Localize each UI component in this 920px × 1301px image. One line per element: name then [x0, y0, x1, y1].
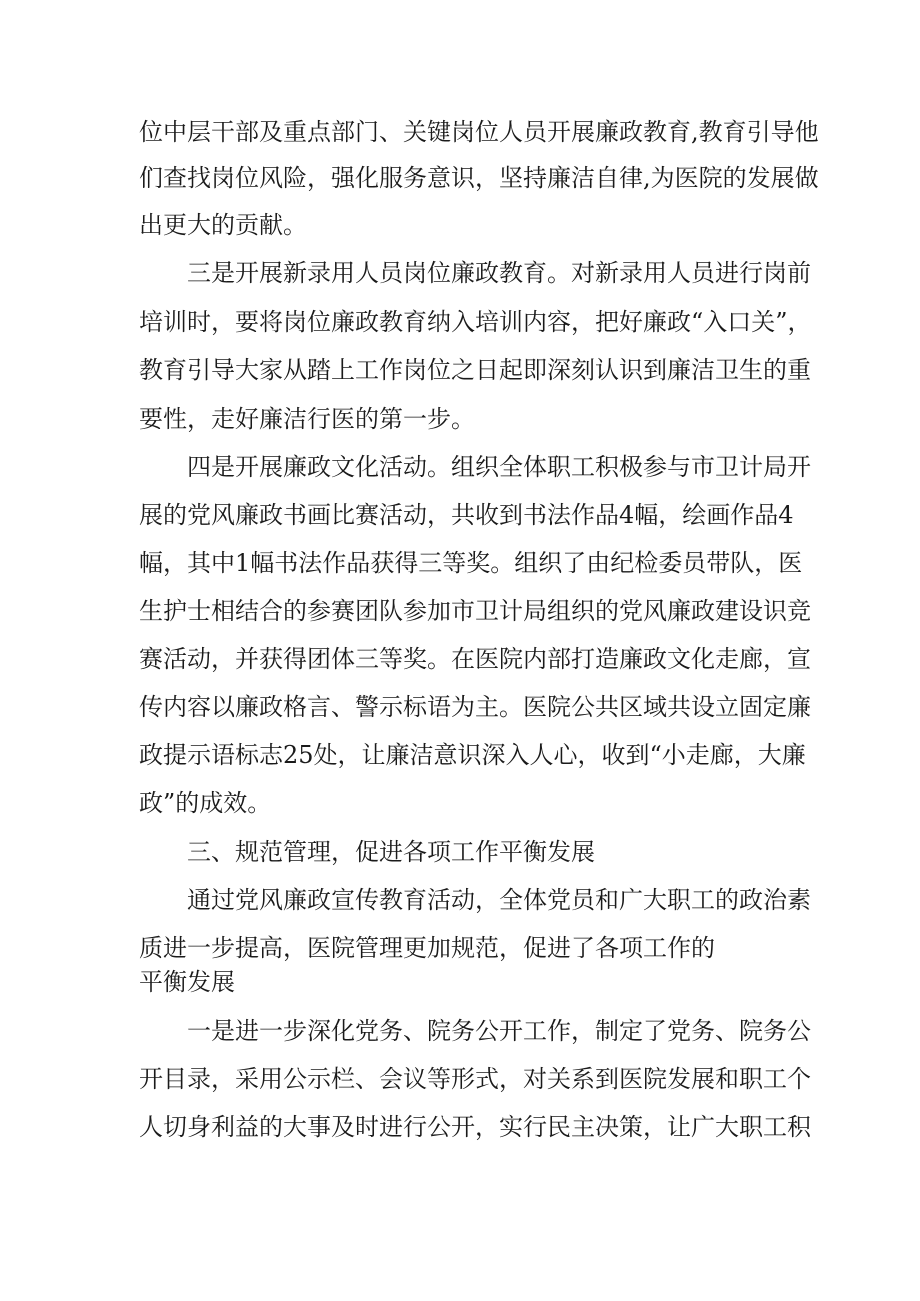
paragraph-first-line: 三是开展新录用人员岗位廉政教育。对新录用人员进行岗前 — [187, 259, 811, 287]
text-line: 人切身利益的大事及时进行公开，实行民主决策，让广大职工积 — [139, 1113, 811, 1141]
text-line: 开目录，采用公示栏、会议等形式，对关系到医院发展和职工个 — [139, 1065, 811, 1093]
text-line: 传内容以廉政格言、警示标语为主。医院公共区域共设立固定廉 — [139, 693, 811, 721]
text-line: 展的党风廉政书画比赛活动，共收到书法作品4幅，绘画作品4 — [139, 501, 794, 529]
text-line: 培训时，要将岗位廉政教育纳入培训内容，把好廉政“入口关”， — [139, 308, 812, 336]
text-line: 政”的成效。 — [139, 789, 272, 817]
text-line: 位中层干部及重点部门、关键岗位人员开展廉政教育,教育引导他 — [139, 118, 819, 146]
text-line: 赛活动，并获得团体三等奖。在医院内部打造廉政文化走廊，宣 — [139, 645, 811, 673]
text-line: 生护士相结合的参赛团队参加市卫计局组织的党风廉政建设识竞 — [139, 597, 811, 625]
text-line: 质进一步提高，医院管理更加规范，促进了各项工作的 — [139, 934, 715, 962]
text-line: 平衡发展 — [139, 968, 235, 996]
text-line: 们查找岗位风险，强化服务意识，坚持廉洁自律,为医院的发展做 — [139, 164, 819, 192]
paragraph-first-line: 通过党风廉政宣传教育活动，全体党员和广大职工的政治素 — [187, 886, 811, 914]
text-line: 幅，其中1幅书法作品获得三等奖。组织了由纪检委员带队，医 — [139, 549, 803, 577]
text-line: 出更大的贡献。 — [139, 211, 307, 239]
text-line: 要性，走好廉洁行医的第一步。 — [139, 405, 475, 433]
text-line: 政提示语标志25处，让廉洁意识深入人心，收到“小走廊，大廉 — [139, 741, 806, 769]
text-line: 教育引导大家从踏上工作岗位之日起即深刻认识到廉洁卫生的重 — [139, 356, 811, 384]
paragraph-first-line: 四是开展廉政文化活动。组织全体职工积极参与市卫计局开 — [187, 453, 811, 481]
paragraph-first-line: 一是进一步深化党务、院务公开工作，制定了党务、院务公 — [187, 1017, 811, 1045]
section-heading: 三、规范管理，促进各项工作平衡发展 — [187, 838, 595, 866]
